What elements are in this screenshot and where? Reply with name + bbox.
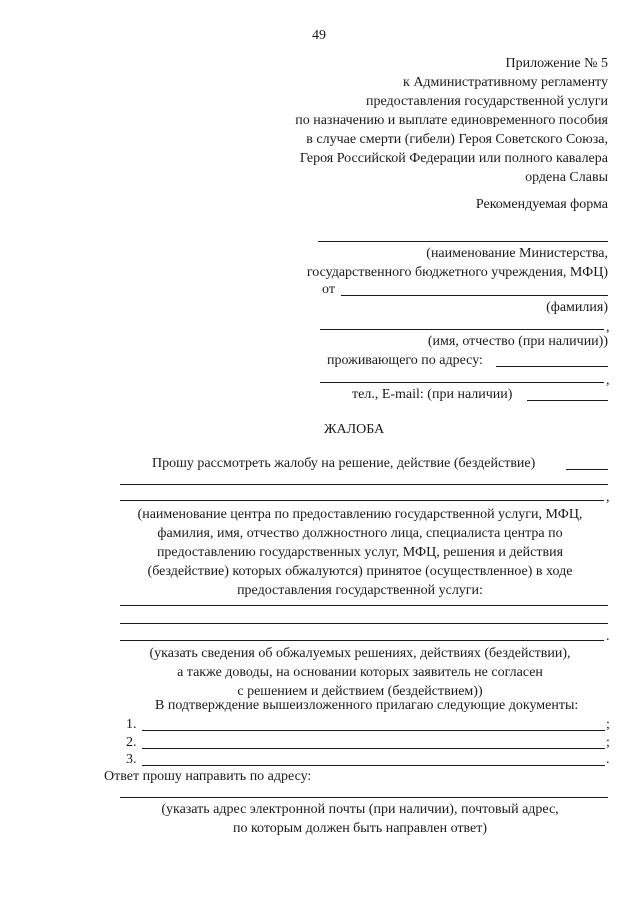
from-line	[341, 295, 608, 296]
request-line-3	[120, 500, 604, 501]
address-label: проживающего по адресу:	[327, 353, 483, 368]
attachment-number: 3.	[126, 752, 137, 767]
hint-line: с решением и действием (бездействием))	[237, 684, 483, 699]
attachment-line	[142, 748, 605, 749]
hint-line: (наименование центра по предоставлению государственной услуги, МФЦ,	[137, 507, 583, 522]
ministry-label: (наименование Министерства,	[426, 246, 608, 261]
attachment-number: 1.	[126, 717, 137, 732]
address-line-2	[320, 382, 604, 383]
attachment-end: .	[606, 752, 610, 767]
attachment-line	[142, 765, 605, 766]
document-title: ЖАЛОБА	[324, 422, 385, 437]
hint-line: по которым должен быть направлен ответ)	[232, 821, 488, 836]
reply-line	[120, 797, 608, 798]
header-line: предоставления государственной услуги	[366, 94, 608, 109]
name-label: (имя, отчество (при наличии))	[427, 334, 608, 349]
page-number: 49	[312, 28, 326, 43]
hint-line: предоставления государственной услуги:	[237, 583, 483, 598]
contacts-label: тел., E-mail: (при наличии)	[352, 387, 513, 402]
header-line: к Административному регламенту	[403, 75, 608, 90]
period: .	[606, 629, 610, 644]
hint-line: (указать сведения об обжалуемых решениях, действиях (бездействии),	[149, 646, 571, 661]
attach-text: В подтверждение вышеизложенного прилагаю следующие документы:	[155, 698, 579, 713]
hint-line: предоставлению государственных услуг, МФЦ, решения и действия	[156, 545, 564, 560]
name-line	[320, 329, 604, 330]
surname-label: (фамилия)	[546, 300, 608, 315]
attachment-number: 2.	[126, 735, 137, 750]
hint-line: фамилия, имя, отчество должностного лица, специалиста центра по	[157, 526, 563, 541]
header-line: Приложение № 5	[505, 56, 608, 71]
ministry-name-line	[318, 241, 608, 242]
comma: ,	[606, 320, 610, 335]
request-text: Прошу рассмотреть жалобу на решение, действие (бездействие)	[152, 456, 536, 471]
comma: ,	[606, 373, 610, 388]
form-note: Рекомендуемая форма	[475, 197, 608, 212]
request-line	[566, 469, 608, 470]
hint-line: (бездействие) которых обжалуются) принятое (осуществленное) в ходе	[147, 564, 573, 579]
details-line	[120, 640, 604, 641]
request-line-2	[120, 484, 608, 485]
details-line	[120, 623, 608, 624]
contacts-line	[527, 400, 608, 401]
hint-line: а также доводы, на основании которых заявитель не согласен	[177, 665, 543, 680]
header-line: ордена Славы	[525, 170, 608, 185]
attachment-end: ;	[606, 735, 610, 750]
institution-label: государственного бюджетного учреждения, МФЦ)	[306, 265, 608, 280]
reply-text: Ответ прошу направить по адресу:	[104, 769, 312, 784]
details-line	[120, 605, 608, 606]
address-line	[496, 366, 608, 367]
header-line: в случае смерти (гибели) Героя Советского Союза,	[306, 132, 608, 147]
comma: ,	[606, 490, 610, 505]
attachment-line	[142, 730, 605, 731]
header-line: Героя Российской Федерации или полного кавалера	[299, 151, 608, 166]
hint-line: (указать адрес электронной почты (при наличии), почтовый адрес,	[161, 802, 559, 817]
attachment-end: ;	[606, 717, 610, 732]
header-line: по назначению и выплате единовременного пособия	[295, 113, 608, 128]
from-label: от	[322, 282, 335, 297]
